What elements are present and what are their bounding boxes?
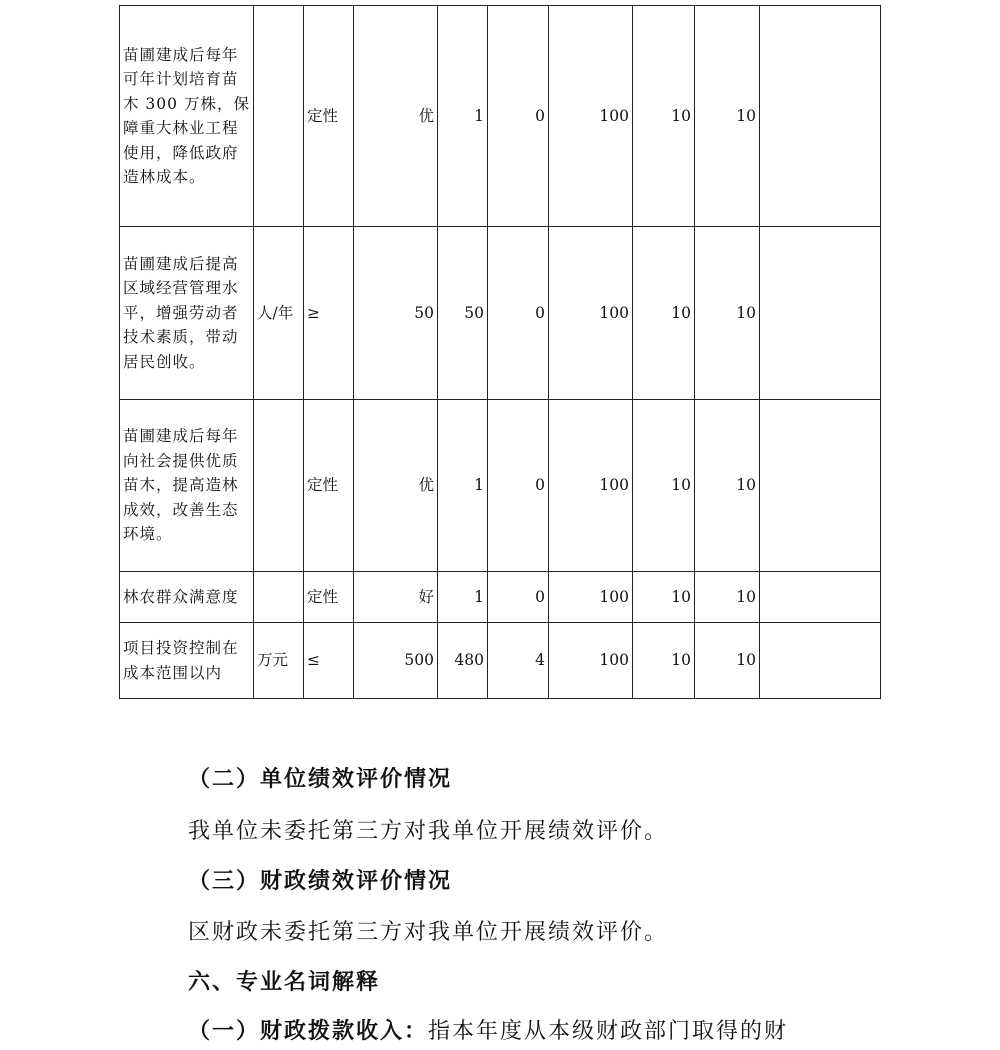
remark-cell bbox=[760, 400, 881, 572]
target-cell: 优 bbox=[354, 400, 438, 572]
target-cell: 500 bbox=[354, 623, 438, 699]
deviation-cell: 0 bbox=[488, 227, 549, 400]
table-row bbox=[120, 623, 881, 699]
type-cell: ≥ bbox=[304, 227, 354, 400]
finance-eval-body: 区财政未委托第三方对我单位开展绩效评价。 bbox=[188, 920, 669, 945]
unit-cell bbox=[254, 572, 304, 623]
unit-eval-body: 我单位未委托第三方对我单位开展绩效评价。 bbox=[188, 819, 669, 844]
actual-cell: 480 bbox=[438, 623, 488, 699]
term1-label: （一）财政拨款收入： bbox=[188, 1019, 429, 1044]
finance-eval-heading: （三）财政绩效评价情况 bbox=[188, 869, 453, 894]
score-b-cell: 10 bbox=[695, 623, 760, 699]
score-a-cell: 10 bbox=[633, 572, 695, 623]
type-cell: 定性 bbox=[304, 572, 354, 623]
indicator-cell: 林农群众满意度 bbox=[120, 572, 254, 623]
weight-cell: 100 bbox=[549, 572, 633, 623]
indicator-cell: 苗圃建成后每年可年计划培育苗木 300 万株，保障重大林业工程使用，降低政府造林成本。 bbox=[120, 6, 254, 227]
remark-cell bbox=[760, 227, 881, 400]
unit-cell: 人/年 bbox=[254, 227, 304, 400]
table-row bbox=[120, 400, 881, 572]
indicator-cell: 苗圃建成后每年向社会提供优质苗木，提高造林成效，改善生态环境。 bbox=[120, 400, 254, 572]
target-cell: 优 bbox=[354, 6, 438, 227]
score-b-cell: 10 bbox=[695, 400, 760, 572]
type-cell: 定性 bbox=[304, 6, 354, 227]
indicator-cell: 项目投资控制在成本范围以内 bbox=[120, 623, 254, 699]
actual-cell: 1 bbox=[438, 6, 488, 227]
deviation-cell: 4 bbox=[488, 623, 549, 699]
terms-heading: 六、专业名词解释 bbox=[188, 970, 381, 995]
target-cell: 50 bbox=[354, 227, 438, 400]
score-a-cell: 10 bbox=[633, 6, 695, 227]
unit-cell: 万元 bbox=[254, 623, 304, 699]
unit-eval-heading: （二）单位绩效评价情况 bbox=[188, 767, 453, 792]
table-row bbox=[120, 572, 881, 623]
remark-cell bbox=[760, 623, 881, 699]
remark-cell bbox=[760, 572, 881, 623]
table-row bbox=[120, 6, 881, 227]
type-cell: ≤ bbox=[304, 623, 354, 699]
score-a-cell: 10 bbox=[633, 227, 695, 400]
term1-body: 指本年度从本级财政部门取得的财 bbox=[428, 1019, 789, 1044]
actual-cell: 1 bbox=[438, 572, 488, 623]
term1-paragraph bbox=[188, 1017, 788, 1047]
unit-cell bbox=[254, 6, 304, 227]
weight-cell: 100 bbox=[549, 400, 633, 572]
unit-cell bbox=[254, 400, 304, 572]
score-b-cell: 10 bbox=[695, 572, 760, 623]
weight-cell: 100 bbox=[549, 6, 633, 227]
target-cell: 好 bbox=[354, 572, 438, 623]
actual-cell: 50 bbox=[438, 227, 488, 400]
performance-table bbox=[119, 5, 881, 699]
deviation-cell: 0 bbox=[488, 6, 549, 227]
remark-cell bbox=[760, 6, 881, 227]
deviation-cell: 0 bbox=[488, 400, 549, 572]
indicator-cell: 苗圃建成后提高区域经营管理水平，增强劳动者技术素质，带动居民创收。 bbox=[120, 227, 254, 400]
score-a-cell: 10 bbox=[633, 400, 695, 572]
actual-cell: 1 bbox=[438, 400, 488, 572]
score-b-cell: 10 bbox=[695, 227, 760, 400]
weight-cell: 100 bbox=[549, 623, 633, 699]
type-cell: 定性 bbox=[304, 400, 354, 572]
deviation-cell: 0 bbox=[488, 572, 549, 623]
score-b-cell: 10 bbox=[695, 6, 760, 227]
score-a-cell: 10 bbox=[633, 623, 695, 699]
weight-cell: 100 bbox=[549, 227, 633, 400]
table-row bbox=[120, 227, 881, 400]
